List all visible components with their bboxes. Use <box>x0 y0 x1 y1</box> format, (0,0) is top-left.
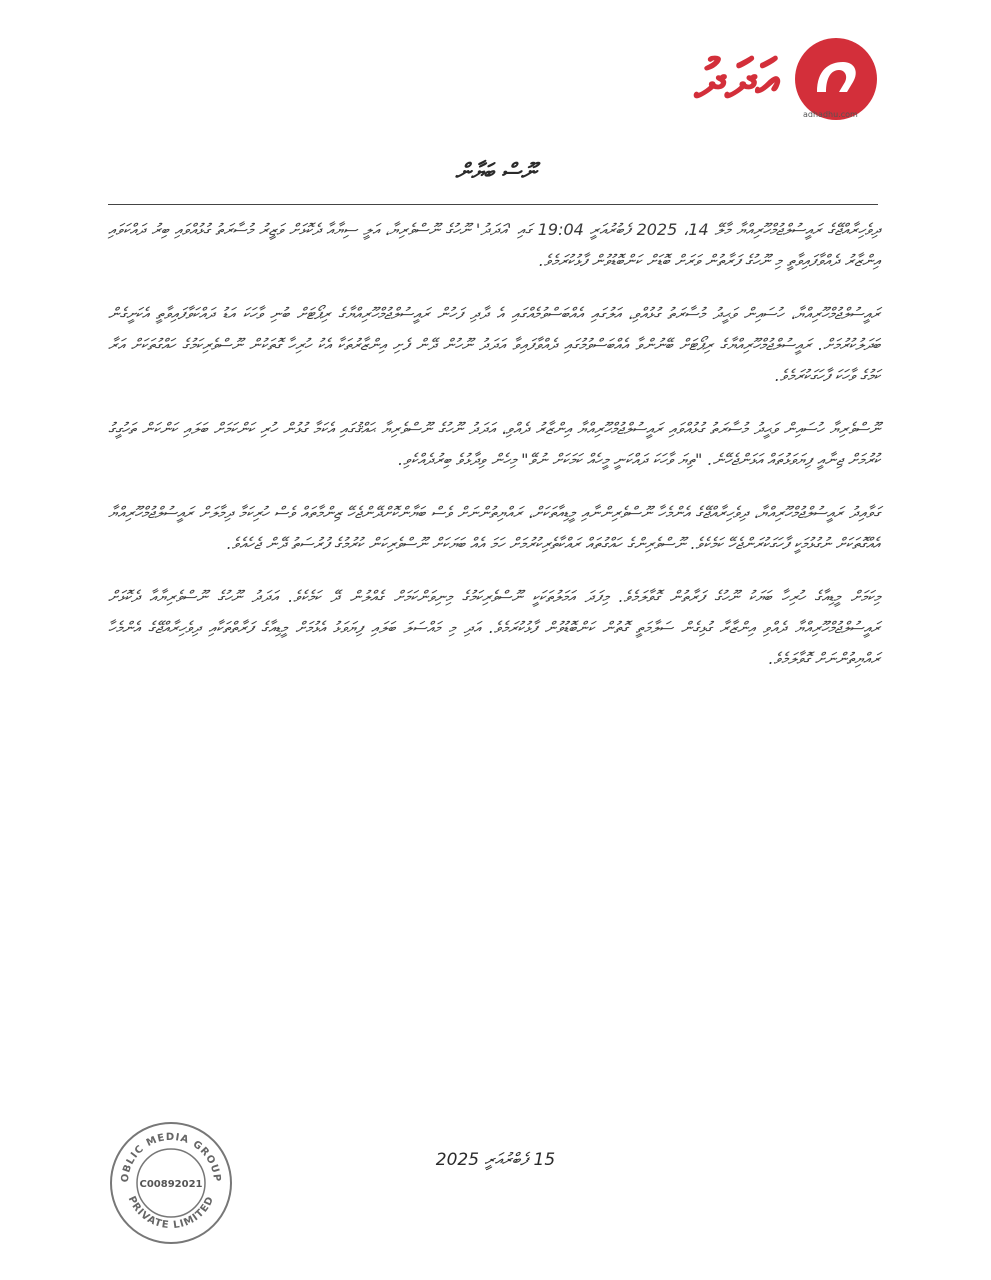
logo-icon <box>793 36 879 122</box>
statement-date: 15 ފެބްރުއަރީ 2025 <box>435 1150 556 1170</box>
statement-body <box>108 214 880 696</box>
paragraph-3: ނޫސްވެރިޔާ ހުސައިން ވަޙީދު މުސާރަތު ގުޅުއްވައި ރައީސުލްޖުމްހޫރިއްޔާ އިންޒާރު ދެއްވި، އަދަދު ނޫހުގެ ނޫސްވެރިޔާ ޙައްޤުގައި އެކަމާ ގުޅުން ހުރި ކަންކަމަށް ބަލައި ކަންކަން ތަހުގީގު ކުރުމަށް ޖިނާއީ ފިޔަވަޅުތައް އަޅަންޖެހޭނެ. "ތިޔަ ވާހަކަ ދައްކަނީ މީހެއް ކަމަކަށް ނުވޭ" މިހެން ވިދާޅުވެ ބިރުދެއްކެވި. <box>108 419 880 469</box>
stamp-top-text: OBLIC MEDIA GROUP <box>119 1131 223 1183</box>
paragraph-2: ރައީސުލްޖުމްހޫރިއްޔާ، ހުސައިން ވަޙީދު މުސާރަތު ގުޅުއްވި، އަލުގައި އެއްބަސްވުމެއްގައި އެ ދާދި ފަހުން ރައީސުލްޖުމްހޫރިއްޔާގެ ރިޕޯޓަށް ބުނި ވާހަކަ އަޑު ދައްކަވާފައިވާތީ އެކަށީގެން ބަދަލުކުރުމަށް. ރައީސުލްޖުމްހޫރިއްޔާގެ ރިޕޯޓަށް ބޭނުންވާ އެއްބަސްވުމުގައި ދެއްވާފައިވާ އަދަދު ނޫހުން ދޭން ފެށި އިންޒާރުތަކާ އެކު ހުރިހާ ގޮތަކުން ނޫސްވެރިކަމުގެ ހައްގުތަކަށް އަރާ ކަމުގެ ވާހަކަ ފާހަގަކުރަމެވެ. <box>108 304 880 385</box>
paragraph-1: ދިވެހިރާއްޖޭގެ ރައީސުލްޖުމްހޫރިއްޔާ މާލޭ 14، 2025 ފެބުރުއަރީ 19:04 ގައި 'އަދަދު' ނޫހުގެ ނޫސްވެރިޔާ، އަލީ ސިޔާއާ ދެކޮޅަށް ވަޒީރު މުސާރަތު ގުޅުއްވައި ބިރު ދައްކަވައި އިންޒާރު ދެއްވާފައިވާތީ މި ނޫހުގެ ފަރާތުން ވަރަށް ބޮޑަށް ކަންބޮޑުވުން ފާޅުކުރަމެވެ. <box>108 220 881 270</box>
stamp-id: C00892021 <box>139 1179 203 1190</box>
page-title: ނޫސް ބަޔާން <box>455 160 536 185</box>
stamp-bottom-text: PRIVATE LIMITED <box>125 1194 217 1232</box>
svg-text:OBLIC MEDIA GROUP <box>120 1132 222 1183</box>
title-divider <box>108 204 878 205</box>
svg-text:PRIVATE LIMITED <box>126 1195 217 1232</box>
paragraph-5: މިކަމަށް މީޑިއާގެ ހުރިހާ ބަޔަކު ނޫހުގެ ފަރާތުން ގޮވާލަމެވެ. މިފަދަ އަމަލުތަކަކީ ނޫސްވެރިކަމުގެ މިނިވަންކަމަށް ގެއްލުން ދޭ ކަމެކެވެ. އަދަދު ނޫހުގެ ނޫސްވެރިޔާއާ ދެކޮޅަށް ރައީސުލްޖުމްހޫރިއްޔާ ދެއްވި އިންޒާރާ ގުޅިގެން ސަލާމަތީ ގޮތުން ކަންބޮޑުވުން ފާޅުކުރަމެވެ. އަދި މި މައްސަލަ ބަލައި ފިޔަވަޅު އެޅުމަށް މީޑިއާގެ ފަރާތްތަކާއި ދިވެހިރާއްޖޭގެ އެންމެހާ ރައްޔިތުންނަށް ގޮވާލަމެވެ. <box>108 587 880 668</box>
company-stamp <box>108 1120 234 1246</box>
logo-url: adhadhu.com <box>803 110 858 119</box>
logo-wordmark: އަދަދު <box>694 47 779 110</box>
paragraph-4: ގަވާއިދު ރައީސުލްޖުމްހޫރިއްޔާ، ދިވެހިރާއްޖޭގެ އެންމެހާ ނޫސްވެރިންނާއި މީޑިއާތަކަށް، ރައްޔިތުންނަށް ވެސް ބަޔާންކޮށްދޭންޖެހޭ ޒިންމާތައް ވެސް ހުރިކަމާ ދިމާލަށް ރައީސުލްޖުމްހޫރިއްޔާ އެއްގޮތަކަށް ނުގުޅުމަކީ ފާހަގަކުރަންޖެހޭ ކަމެކެވެ. ނޫސްވެރިންގެ ހައްގުތައް ރައްކާތެރިކުރުމަށް ހަމަ އެއް ބަޔަކަށް ނޫސްވެރިކަން ކުރުމުގެ ފުރުސަތު ދޭން ޖެހެއެވެ. <box>108 503 880 553</box>
adhadhu-logo <box>694 36 879 122</box>
